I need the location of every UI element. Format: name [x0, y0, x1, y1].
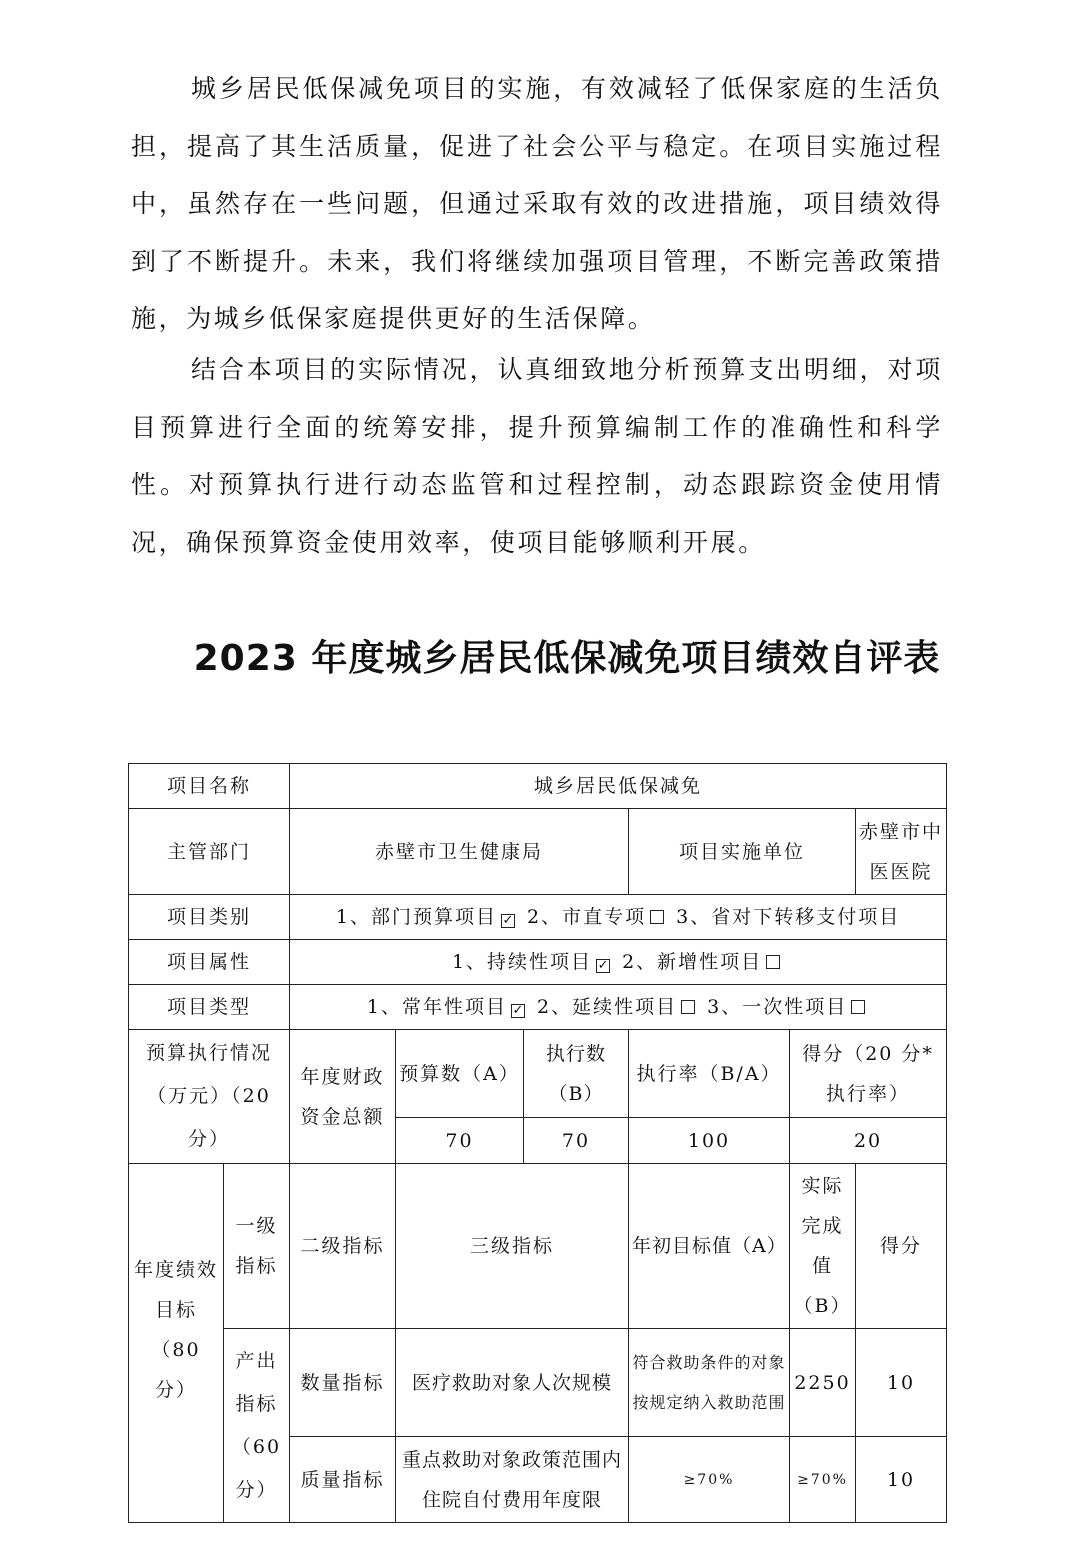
attr-option-1: 1、持续性项目	[451, 951, 593, 973]
type-option-1: 1、常年性项目	[366, 996, 507, 1018]
impl-unit-value: 赤壁市中医医院	[856, 809, 947, 895]
dept-label: 主管部门	[129, 809, 290, 895]
level2-label: 二级指标	[290, 1164, 396, 1329]
table-row-level3: 医疗救助对象人次规模	[396, 1329, 629, 1437]
project-name-value: 城乡居民低保减免	[290, 764, 947, 809]
paragraph-1: 城乡居民低保减免项目的实施，有效减轻了低保家庭的生活负担，提高了其生活质量，促进了社会公平与稳定。在项目实施过程中，虽然存在一些问题，但通过采取有效的改进措施，项目绩效得到了不断提升。未来，我们将继续加强项目管理，不断完善政策措施，为城乡低保家庭提供更好的生活保障。	[131, 74, 943, 333]
table-row-level2: 质量指标	[290, 1437, 396, 1523]
target-label: 年初目标值（A）	[629, 1164, 790, 1329]
type-options	[290, 985, 947, 1030]
budget-total-label: 年度财政资金总额	[290, 1030, 396, 1164]
attr-option-2: 2、新增性项目	[622, 951, 763, 973]
checkbox-empty-icon	[851, 1000, 865, 1014]
table-row-level2: 数量指标	[290, 1329, 396, 1437]
page-title: 2023 年度城乡居民低保减免项目绩效自评表	[193, 638, 941, 679]
table-row-actual: 2250	[790, 1329, 856, 1437]
budget-rate-value: 100	[629, 1118, 790, 1164]
checkbox-checked-icon: ✓	[502, 913, 514, 928]
type-option-3: 3、一次性项目	[707, 996, 848, 1018]
budget-b-label: 执行数（B）	[524, 1030, 629, 1118]
budget-a-value: 70	[396, 1118, 524, 1164]
budget-b-value: 70	[524, 1118, 629, 1164]
category-label: 项目类别	[129, 895, 290, 940]
table-row-score: 10	[856, 1437, 947, 1523]
output-label: 产出指标（60 分）	[224, 1329, 290, 1523]
budget-score-label: 得分（20 分*执行率）	[790, 1030, 947, 1118]
table-row-score: 10	[856, 1329, 947, 1437]
paragraph-2: 结合本项目的实际情况，认真细致地分析预算支出明细，对项目预算进行全面的统筹安排，提升预算编制工作的准确性和科学性。对预算执行进行动态监管和过程控制，动态跟踪资金使用情况，确保预算资金使用效率，使项目能够顺利开展。	[131, 355, 943, 557]
checkbox-empty-icon	[681, 1000, 695, 1014]
self-evaluation-table	[128, 763, 947, 1523]
type-option-2: 2、延续性项目	[537, 996, 678, 1018]
level3-label: 三级指标	[396, 1164, 629, 1329]
project-name-label: 项目名称	[129, 764, 290, 809]
category-option-1: 1、部门预算项目	[335, 906, 497, 928]
impl-unit-label: 项目实施单位	[629, 809, 856, 895]
checkbox-empty-icon	[766, 955, 780, 969]
type-label: 项目类型	[129, 985, 290, 1030]
score-label: 得分	[856, 1164, 947, 1329]
dept-value: 赤壁市卫生健康局	[290, 809, 629, 895]
attr-options	[290, 940, 947, 985]
actual-label: 实际完成值（B）	[790, 1164, 856, 1329]
goal-label: 年度绩效目标（80 分）	[129, 1164, 224, 1523]
budget-label: 预算执行情况（万元）（20 分）	[129, 1030, 290, 1164]
checkbox-empty-icon	[650, 910, 664, 924]
checkbox-checked-icon: ✓	[512, 1003, 524, 1018]
table-row-target: 符合救助条件的对象按规定纳入救助范围	[629, 1329, 790, 1437]
checkbox-checked-icon: ✓	[597, 958, 609, 973]
budget-rate-label: 执行率（B/A）	[629, 1030, 790, 1118]
table-row-actual: ≥70%	[790, 1437, 856, 1523]
table-row-target: ≥70%	[629, 1437, 790, 1523]
category-option-3: 3、省对下转移支付项目	[676, 906, 901, 928]
level1-label: 一级指标	[224, 1164, 290, 1329]
attr-label: 项目属性	[129, 940, 290, 985]
category-option-2: 2、市直专项	[527, 906, 647, 928]
category-options	[290, 895, 947, 940]
budget-score-value: 20	[790, 1118, 947, 1164]
table-row-level3: 重点救助对象政策范围内住院自付费用年度限	[396, 1437, 629, 1523]
budget-a-label: 预算数（A）	[396, 1030, 524, 1118]
